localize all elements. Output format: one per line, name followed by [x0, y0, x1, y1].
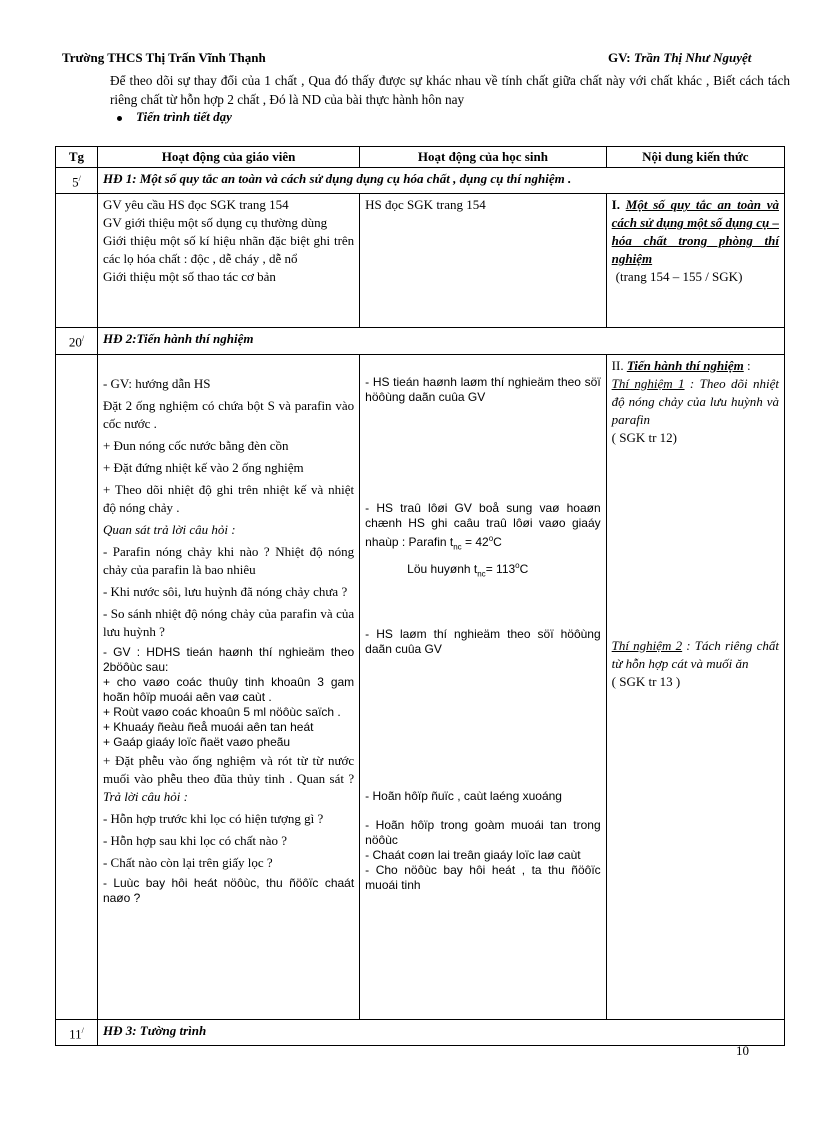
hd2-student-activity: [360, 354, 606, 1019]
experiment-section-title: II. Tiến hành thí nghiệm :: [611, 357, 751, 373]
list-item: + Theo dõi nhiệt độ ghi trên nhiệt kế và nhiệt độ nóng chảy .: [102, 481, 355, 515]
hd1-time: 5/: [56, 168, 98, 194]
hd2-time: 20/: [56, 328, 98, 354]
hd1-body-row: [56, 194, 785, 328]
list-item: Giới thiệu một số kí hiệu nhãn đặc biệt ghi trên các lọ hóa chất : độc , dễ cháy , dễ nổ: [102, 233, 355, 267]
col-header-teacher: Hoạt động của giáo viên: [97, 147, 359, 168]
hd1-content: I. Một số quy tắc an toàn và cách sử dụng một số dụng cụ – hóa chất trong phòng thí nghiệm (trang 154 – 155 / SGK): [606, 194, 784, 328]
list-item: + Đun nóng cốc nước bằng đèn cồn: [102, 437, 289, 453]
list-item: - Hỗn hợp trước khi lọc có hiện tượng gì ?: [102, 810, 324, 826]
hd1-content-title: Một số quy tắc an toàn và cách sử dụng một số dụng cụ – hóa chất trong phòng thí nghiệm: [611, 197, 779, 267]
list-item: + cho vaøo coác thuûy tinh khoaûn 3 gam hoãn hôïp muoái aên vaø caùt .: [102, 674, 355, 704]
list-item: + Roùt vaøo coác khoaûn 5 ml nöôùc saïch .: [102, 704, 341, 719]
list-item: Löu huyønh $t_{nc}= 113^oC$: [407, 561, 529, 579]
hd2-content: [606, 354, 784, 1019]
experiment-1: Thí nghiệm 1 : Theo dõi nhiệt độ nóng chảy của lưu huỳnh và parafin: [611, 375, 779, 427]
hd1-student-activity: HS đọc SGK trang 154: [360, 194, 606, 328]
teacher-prefix: GV:: [608, 50, 634, 65]
hd2-title: HĐ 2:Tiến hành thí nghiệm: [97, 328, 784, 354]
hd2-title-row: [56, 328, 785, 354]
list-item: - Cho nöôùc bay hôi heát , ta thu ñöôïc muoái tinh: [365, 863, 601, 893]
bullet-icon: [117, 116, 122, 121]
hd2-body-row: [56, 354, 785, 1019]
section-title: Tiến trình tiết dạy: [136, 109, 232, 124]
list-item: - Luùc bay hôi heát nöôùc, thu ñöôïc chaát naøo ?: [102, 875, 355, 905]
hd3-title-row: [56, 1019, 785, 1045]
hd2-teacher-activity: [97, 354, 359, 1019]
col-header-content: Nội dung kiến thức: [606, 147, 784, 168]
experiment-2: Thí nghiệm 2 : Tách riêng chất từ hỗn hợp cát và muối ăn: [611, 637, 779, 671]
list-item: - Parafin nóng chảy khi nào ? Nhiệt độ nóng chảy của parafin là bao nhiêu: [102, 543, 355, 577]
list-item: + Đặt đứng nhiệt kế vào 2 ống nghiệm: [102, 459, 304, 475]
col-header-time: Tg: [56, 147, 98, 168]
teacher-name: Trần Thị Như Nguyệt: [633, 50, 752, 65]
list-item: + Gaáp giaáy loïc ñaët vaøo pheãu: [102, 734, 291, 749]
list-item: - HS traû lôøi GV boå sung vaø hoaøn chænh HS ghi caâu traû lôøi vaøo giaáy nhaùp : Parafin $t_{nc} = 42^oC$: [365, 500, 601, 552]
lesson-table: [55, 146, 785, 1046]
teacher-label: [608, 50, 751, 66]
list-item: Giới thiệu một số thao tác cơ bản: [102, 269, 276, 285]
list-item: GV giới thiệu một số dụng cụ thường dùng: [102, 215, 328, 231]
hd1-title: HĐ 1: Một số quy tắc an toàn và cách sử dụng dụng cụ hóa chất , dụng cụ thí nghiệm .: [97, 168, 784, 194]
list-item: - HS tieán haønh laøm thí nghieäm theo söï höôùng daãn cuûa GV: [365, 374, 601, 404]
list-item: + Khuaáy ñeàu ñeå muoái aên tan heát: [102, 719, 314, 734]
list-item: - Khi nước sôi, lưu huỳnh đã nóng chảy chưa ?: [102, 583, 348, 599]
list-item: - GV : HDHS tieán haønh thí nghieäm theo 2böôùc sau:: [102, 644, 355, 674]
list-item: - Hoãn hôïp trong goàm muoái tan trong nöôùc: [365, 818, 601, 848]
intro-paragraph: Để theo dõi sự thay đổi của 1 chất , Qua đó thấy được sự khác nhau về tính chất giữa chất này với chất khác , Biết cách tách riêng chất từ hỗn hợp 2 chất , Đó là ND của bài thực hành hôn nay: [110, 73, 790, 107]
experiment-1-ref: ( SGK tr 12): [611, 429, 678, 445]
school-name: Trường THCS Thị Trấn Vĩnh Thạnh: [62, 50, 266, 65]
list-item: - HS laøm thí nghieäm theo söï höôùng daãn cuûa GV: [365, 627, 601, 657]
col-header-student: Hoạt động của học sinh: [360, 147, 606, 168]
hd1-content-ref: (trang 154 – 155 / SGK): [615, 269, 743, 285]
list-item: - GV: hướng dẫn HS: [102, 375, 211, 391]
list-item: - Hỗn hợp sau khi lọc có chất nào ?: [102, 832, 288, 848]
table-header-row: [56, 147, 785, 168]
hd1-title-row: [56, 168, 785, 194]
list-item: Đặt 2 ống nghiệm có chứa bột S và parafin vào cốc nước .: [102, 397, 355, 431]
list-item: - Chaát coøn lai treân giaáy loïc laø caùt: [365, 848, 581, 863]
list-item: GV yêu cầu HS đọc SGK trang 154: [102, 197, 289, 213]
section-heading: [117, 109, 232, 125]
list-item: + Đặt phễu vào ống nghiệm và rót từ từ nước muối vào phễu theo đũa thủy tinh . Quan sát ? Trả lời câu hỏi :: [102, 752, 355, 804]
hd3-time: 11/: [56, 1019, 98, 1045]
experiment-2-ref: ( SGK tr 13 ): [611, 673, 681, 689]
list-item: - Chất nào còn lại trên giấy lọc ?: [102, 854, 273, 870]
hd1-teacher-activity: [97, 194, 359, 328]
question-label: Quan sát trả lời câu hỏi :: [102, 521, 236, 537]
hd3-title: HĐ 3: Tường trình: [97, 1019, 784, 1045]
list-item: - Hoãn hôïp ñuïc , caùt laéng xuoáng: [365, 789, 562, 804]
list-item: - So sánh nhiệt độ nóng chảy của parafin và của lưu huỳnh ?: [102, 605, 355, 639]
page-number: 10: [736, 1043, 749, 1058]
